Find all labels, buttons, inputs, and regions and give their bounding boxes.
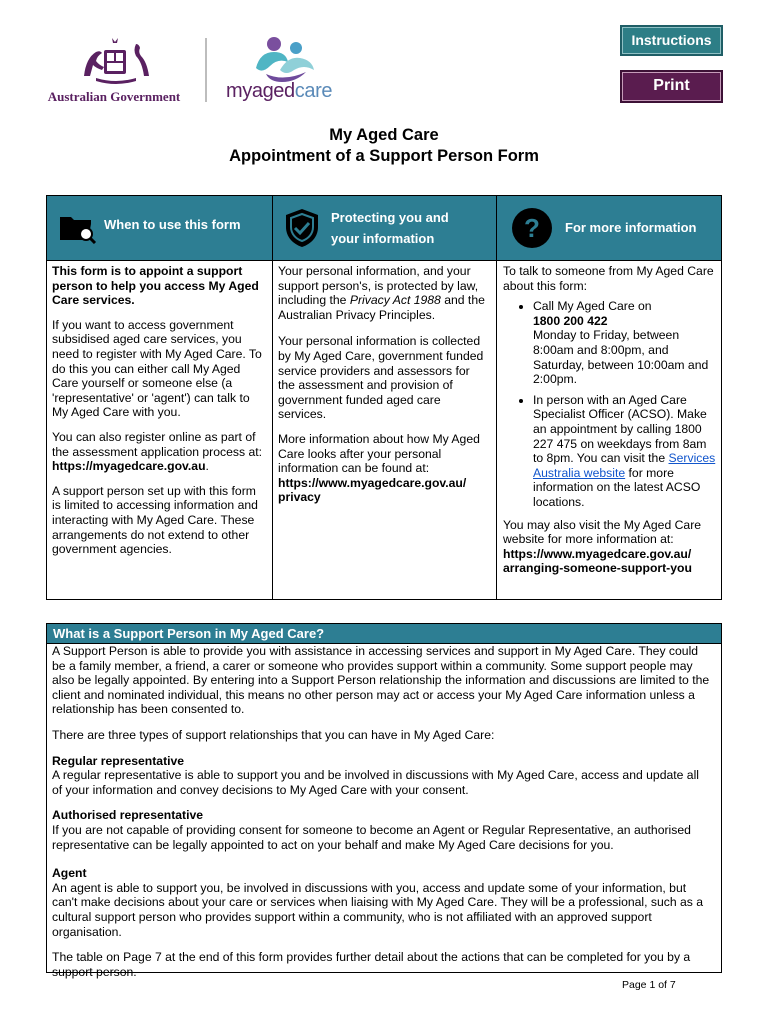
services-australia-link[interactable]: Services Australia website xyxy=(533,451,716,480)
support-person-body xyxy=(52,644,712,990)
col1-p2-end: . xyxy=(205,459,209,474)
support-p3: The table on Page 7 at the end of this form provides further detail about the actions that can be completed for you by a support person. xyxy=(52,950,691,979)
col2-p1-b: and the Australian Privacy Principles. xyxy=(278,293,485,322)
col2-heading-line1: Protecting you and xyxy=(331,210,449,225)
support-p1: A Support Person is able to provide you with assistance in accessing services and support in My Aged Care. They could be a family member, a friend, a carer or someone who provides support within a community. Some support people may also be legally appointed. By entering into a Support Person relationship the information and discussions are limited to the client and nominated individual, this means no other person may act or access your My Aged Care information unless a relationship has been consented to. xyxy=(52,644,710,717)
support-person-section xyxy=(46,623,722,979)
type-agent-title: Agent xyxy=(52,866,87,881)
australian-government-logo xyxy=(44,36,184,106)
myagedcare-url: https://myagedcare.gov.au xyxy=(52,459,206,474)
col2-p3 xyxy=(278,432,490,505)
call-text: Call My Aged Care on xyxy=(533,299,652,314)
instructions-button[interactable]: Instructions xyxy=(620,25,723,56)
info-table-header xyxy=(47,196,721,260)
type-authorised-text: If you are not capable of providing consent for someone to become an Agent or Regular Representative, an authorised representative can be legally appointed to act on your behalf and make My Aged Care decisions for you. xyxy=(52,822,691,852)
people-icon xyxy=(226,34,351,84)
shield-check-icon xyxy=(284,208,320,248)
in-person-text: In person with an Aged Care Specialist Officer (ACSO). Make an appointment by calling 1800 227 475 on weekdays from 8am to 8pm. You can visit the xyxy=(533,392,707,466)
support-p2: There are three types of support relationships that you can have in My Aged Care: xyxy=(52,727,495,742)
phone-number: 1800 200 422 xyxy=(533,313,608,328)
my-aged-care-wordmark xyxy=(226,80,333,102)
type-regular-text: A regular representative is able to support you and be involved in discussions with My Aged Care, access and update all of your information and convey decisions to My Aged Care with your consent. xyxy=(52,768,699,797)
col3-intro: To talk to someone from My Aged Care about this form: xyxy=(503,264,714,293)
header-divider xyxy=(47,260,721,261)
wordmark-care: care xyxy=(294,80,333,102)
page-title: My Aged Care xyxy=(329,126,439,144)
col1-p2 xyxy=(52,430,266,474)
col2-p3-text: More information about how My Aged Care looks after your personal information can be found at: xyxy=(278,431,480,476)
support-person-heading: What is a Support Person in My Aged Care? xyxy=(53,626,325,641)
privacy-act: Privacy Act 1988 xyxy=(349,293,441,308)
in-person-text-end: for more information on the latest ACSO locations. xyxy=(533,465,701,509)
info-table xyxy=(46,195,722,600)
wordmark-my: myaged xyxy=(226,80,295,102)
logo-divider xyxy=(205,38,207,102)
col1-p2-text: You can also register online as part of the assessment application process at: xyxy=(52,429,263,459)
col2-p1-a: Your personal information, and your support person's, is protected by law, including the xyxy=(278,264,479,308)
col2-body xyxy=(278,264,490,515)
type-agent-text: An agent is able to support you, be involved in discussions with you, access and update some of your information, but can't make decisions about your care or services when liaising with My Aged Care. They will be a professional, such as a cultural support person who provides support within a community, who is not affiliated with an approved support organisation. xyxy=(52,880,704,939)
column-divider-1 xyxy=(272,196,273,599)
support-person-header xyxy=(47,624,721,644)
print-button[interactable]: Print xyxy=(620,70,723,103)
page-number: Page 1 of 7 xyxy=(622,979,676,991)
col2-p1 xyxy=(278,264,490,322)
col1-intro: This form is to appoint a support person to help you access My Aged Care services. xyxy=(52,264,259,308)
contact-options-list xyxy=(503,299,717,509)
list-item-in-person xyxy=(533,393,717,510)
my-aged-care-logo xyxy=(226,34,351,108)
privacy-url: https://www.myagedcare.gov.au/ privacy xyxy=(278,475,467,505)
col3-heading: For more information xyxy=(565,220,697,235)
coat-of-arms-icon xyxy=(44,36,184,88)
col1-heading: When to use this form xyxy=(104,217,241,232)
col2-p2: Your personal information is collected by My Aged Care, government funded service providers and assessors for the assessment and provision of government funded aged care services. xyxy=(278,334,484,422)
list-item-call xyxy=(533,299,717,387)
col3-outro: You may also visit the My Aged Care website for more information at: xyxy=(503,517,702,547)
call-hours: Monday to Friday, between 8:00am and 8:00pm, and Saturday, between 10:00am and 2:00pm. xyxy=(533,328,709,387)
question-mark-icon xyxy=(512,208,552,248)
col1-p3: A support person set up with this form is limited to accessing information and interacting with My Aged Care. These arrangements do not extend to other government agencies. xyxy=(52,483,258,557)
gov-logo-text: Australian Government xyxy=(47,89,181,104)
page-subtitle: Appointment of a Support Person Form xyxy=(229,147,539,165)
col2-heading-line2: your information xyxy=(331,231,435,246)
col3-body xyxy=(503,264,717,586)
col1-body xyxy=(52,264,266,567)
folder-search-icon xyxy=(59,212,97,244)
col1-p1: If you want to access government subsidised aged care services, you need to register with My Aged Care. To do this you can either call My Aged Care yourself or someone else (a 'representative' or 'agent') can talk to My Aged Care with you. xyxy=(52,317,262,420)
arranging-support-url: https://www.myagedcare.gov.au/ arranging-someone-support-you xyxy=(503,546,692,576)
svg-text:?: ? xyxy=(524,213,540,243)
column-divider-2 xyxy=(496,196,497,599)
type-regular-title: Regular representative xyxy=(52,753,185,768)
type-authorised-title: Authorised representative xyxy=(52,808,204,823)
